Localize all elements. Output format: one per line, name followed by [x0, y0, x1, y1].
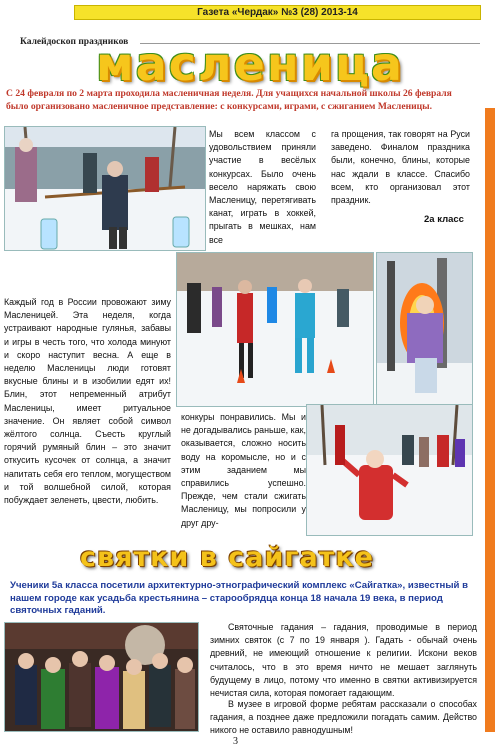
- photo-girl-red-coat: [306, 404, 473, 536]
- svyatki-title: святки в сайгатке: [80, 542, 374, 573]
- photo-relay-race: [176, 252, 374, 407]
- svyatki-paragraph-2: В музее в игровой форме ребятам рассказали о способах гадания, а позднее даже предложили погадать самим. Действо никого не оставило равнодушным!: [210, 699, 477, 736]
- maslenitsa-col-top-middle: Мы всем классом с удовольствием приняли участие в весёлых конкурсах. Было очень весело наряжать свою Масленицу, перетягивать канат, играть в хоккей, прыгать в мешках, нам все: [209, 129, 316, 245]
- svyatki-intro: Ученики 5а класса посетили архитектурно-этнографический комплекс «Сайгатка», известный в нашем городе как усадьба крестьянина – старообрядца конца 18 начала 19 века, в период святочных гаданий.: [10, 580, 468, 617]
- maslenitsa-col-top-right: га прощения, так говорят на Руси заведено. Финалом праздника были, конечно, блины, которые нас ждали в классе. Спасибо всем, кто организовал этот праздник.: [331, 129, 470, 206]
- maslenitsa-title: масленица: [96, 37, 404, 91]
- svyatki-paragraph-1: Святочные гадания – гадания, проводимые в период зимних святок (с 7 по 19 января ). Гадать - обычай очень древний, не имеющий отношение к религии. Искони веков считалось, что в это время ничто не мешает заглянуть будущему в лицо, потому что именно в святки активизируется нечистая сила, которая помогает гадающим.: [210, 622, 477, 699]
- section-label: Калейдоскоп праздников: [20, 37, 129, 47]
- accent-strip: [485, 108, 495, 732]
- photo-children-water: [4, 126, 206, 251]
- photo-burning-effigy: [376, 252, 473, 407]
- page-number: 3: [233, 736, 238, 747]
- newspaper-header: Газета «Чердак» №3 (28) 2013-14: [74, 5, 481, 20]
- photo-group-museum: [4, 622, 199, 732]
- class-tag: 2а класс: [424, 214, 464, 225]
- maslenitsa-intro: С 24 февраля по 2 марта проходила масленичная неделя. Для учащихся начальной школы 26 февраля было организовано масленичное представление: с конкурсами, играми, с сжиганием Масленицы.: [6, 88, 452, 112]
- maslenitsa-col-bottom-middle: конкуры понравились. Мы и не догадывались раньше, как, оказывается, сложно носить воду на коромысле, но и с этим заданием мы справились успешно. Прежде, чем стали сжигать Масленицу, мы попросили у друг дру-: [181, 412, 306, 528]
- maslenitsa-col-left: Каждый год в России провожают зиму Масленицей. Эта неделя, когда устраивают народные гулянья, забавы и игры в честь того, что холода минуют и скоро наступит весна. А еще в неделю Масленицы люди готовят вкусные блины и в изобилии едят их! Блин, этот непременный атрибут Масленицы, имеет ритуальное значение. Он являет собой символ жёлтого солнца. Съесть круглый горячий румяный блин – это значит откусить кусочек от солнца, а значит напитать себя его теплом, могуществом и той волшебной силой, которая побуждает зеленеть, цвести, любить.: [4, 297, 171, 506]
